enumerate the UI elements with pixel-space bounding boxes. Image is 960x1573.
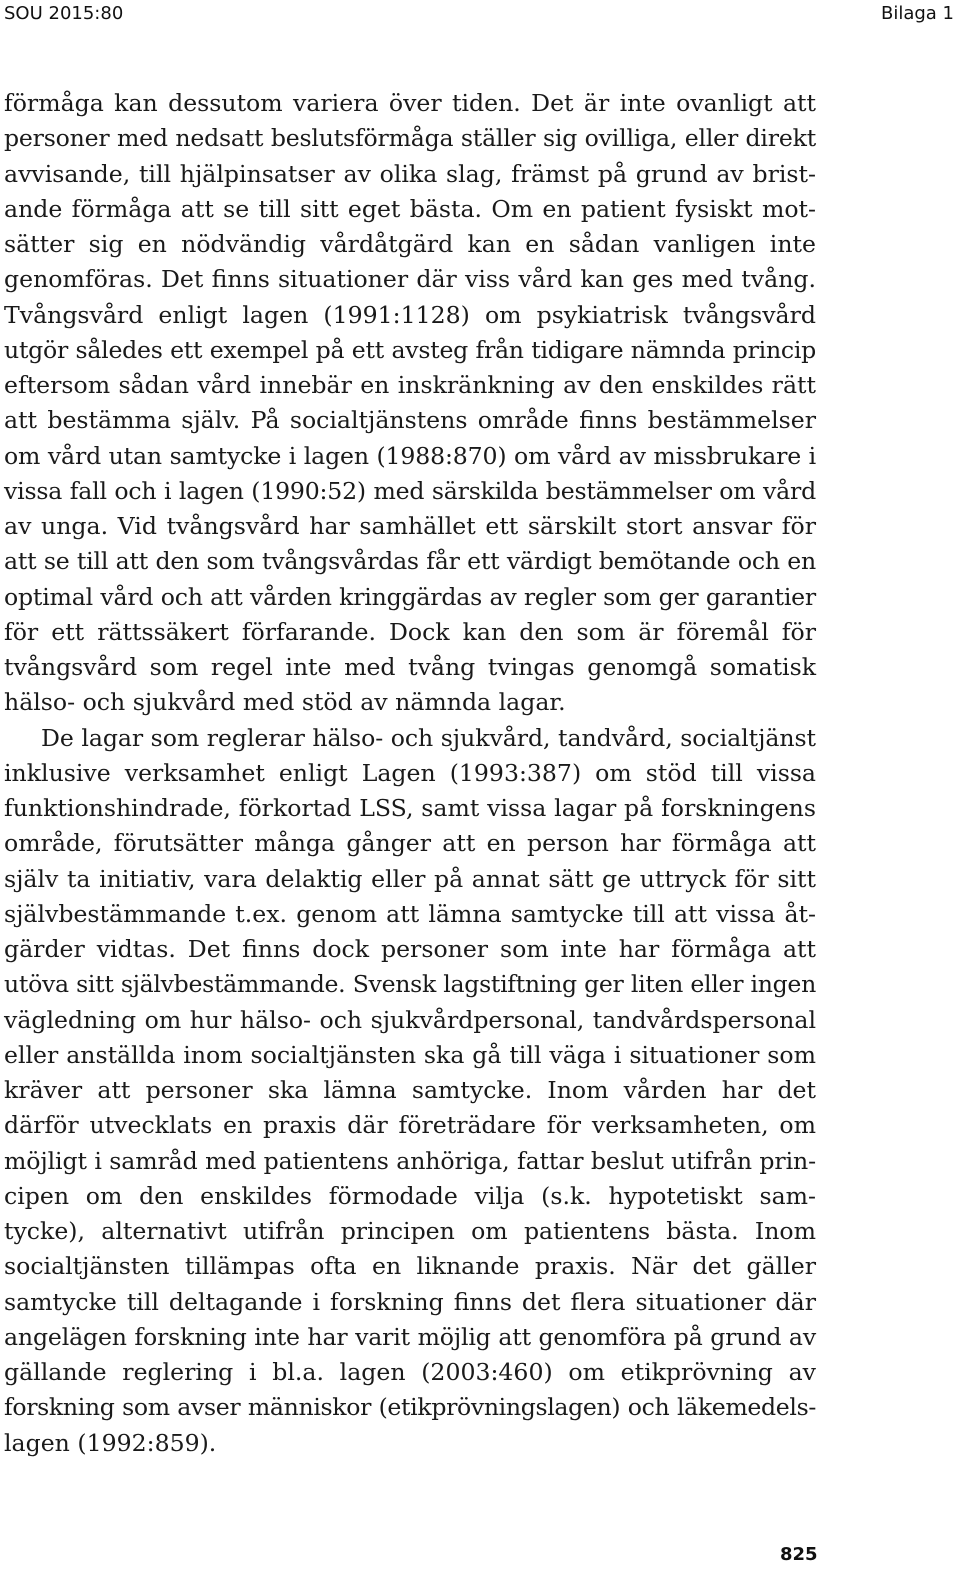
- paragraph-end-line: lagen (1992:859).: [4, 1428, 217, 1457]
- text-line: av unga. Vid tvångsvård har samhället ett särskilt stort ansvar för: [4, 512, 816, 540]
- text-line: eftersom sådan vård innebär en inskränkning av den enskildes rätt: [4, 371, 816, 399]
- text-line: sätter sig en nödvändig vårdåtgärd kan en sådan vanligen inte: [4, 230, 816, 258]
- text-line: gärder vidtas. Det finns dock personer som inte har förmåga att: [4, 935, 816, 963]
- appendix-label: Bilaga 1: [880, 3, 954, 24]
- text-line: ande förmåga att se till sitt eget bästa. Om en patient fysiskt mot-: [4, 194, 816, 223]
- text-line: vissa fall och i lagen (1990:52) med särskilda bestämmelser om vård: [4, 476, 816, 505]
- document-reference: SOU 2015:80: [4, 3, 124, 24]
- text-line: att se till att den som tvångsvårdas får ett värdigt bemötande och en: [4, 547, 816, 576]
- paragraph-first-line: De lagar som reglerar hälso- och sjukvård, tandvård, socialtjänst: [41, 723, 816, 752]
- text-line: optimal vård och att vården kringgärdas av regler som ger garantier: [4, 582, 816, 611]
- running-header: [4, 2, 954, 26]
- text-line: forskning som avser människor (etikprövningslagen) och läkemedels-: [4, 1393, 816, 1422]
- text-line: avvisande, till hjälpinsatser av olika slag, främst på grund av brist-: [4, 159, 816, 188]
- text-line: själv ta initiativ, vara delaktig eller på annat sätt ge uttryck för sitt: [4, 864, 816, 893]
- text-line: funktionshindrade, förkortad LSS, samt vissa lagar på forskningens: [4, 794, 816, 822]
- paragraph-end-line: hälso- och sjukvård med stöd av nämnda lagar.: [4, 688, 566, 717]
- text-line: för ett rättssäkert förfarande. Dock kan den som är föremål för: [4, 617, 816, 646]
- text-line: cipen om den enskildes förmodade vilja (s.k. hypotetiskt sam-: [4, 1181, 816, 1210]
- text-line: Tvångsvård enligt lagen (1991:1128) om psykiatrisk tvångsvård: [4, 300, 816, 329]
- text-line: möjligt i samråd med patientens anhöriga, fattar beslut utifrån prin-: [4, 1146, 816, 1175]
- text-line: därför utvecklats en praxis där företrädare för verksamheten, om: [4, 1111, 816, 1140]
- page-number: 825: [780, 1544, 818, 1565]
- text-line: genomföras. Det finns situationer där viss vård kan ges med tvång.: [4, 265, 816, 294]
- text-line: att bestämma själv. På socialtjänstens område finns bestämmelser: [4, 406, 816, 435]
- text-line: socialtjänsten tillämpas ofta en liknande praxis. När det gäller: [4, 1252, 816, 1281]
- text-line: inklusive verksamhet enligt Lagen (1993:387) om stöd till vissa: [4, 758, 816, 787]
- text-line: om vård utan samtycke i lagen (1988:870) om vård av missbrukare i: [4, 441, 816, 470]
- text-line: område, förutsätter många gånger att en person har förmåga att: [4, 829, 816, 858]
- text-line: samtycke till deltagande i forskning finns det flera situationer där: [4, 1287, 816, 1316]
- text-line: kräver att personer ska lämna samtycke. Inom vården har det: [4, 1076, 816, 1104]
- text-line: tvångsvård som regel inte med tvång tvingas genomgå somatisk: [4, 653, 816, 681]
- text-line: utgör således ett exempel på ett avsteg från tidigare nämnda princip: [4, 335, 816, 364]
- text-line: tycke), alternativt utifrån principen om patientens bästa. Inom: [4, 1217, 816, 1245]
- text-line: självbestämmande t.ex. genom att lämna samtycke till att vissa åt-: [4, 899, 816, 928]
- text-line: gällande reglering i bl.a. lagen (2003:460) om etikprövning av: [4, 1358, 816, 1386]
- text-line: angelägen forskning inte har varit möjlig att genomföra på grund av: [4, 1322, 816, 1351]
- body-text: [4, 86, 816, 1461]
- text-line: eller anställda inom socialtjänsten ska gå till väga i situationer som: [4, 1040, 816, 1069]
- text-line: personer med nedsatt beslutsförmåga ställer sig ovilliga, eller direkt: [4, 124, 816, 153]
- text-line: förmåga kan dessutom variera över tiden. Det är inte ovanligt att: [4, 89, 816, 117]
- text-line: utöva sitt självbestämmande. Svensk lagstiftning ger liten eller ingen: [4, 970, 816, 999]
- text-line: vägledning om hur hälso- och sjukvårdpersonal, tandvårdspersonal: [4, 1005, 816, 1034]
